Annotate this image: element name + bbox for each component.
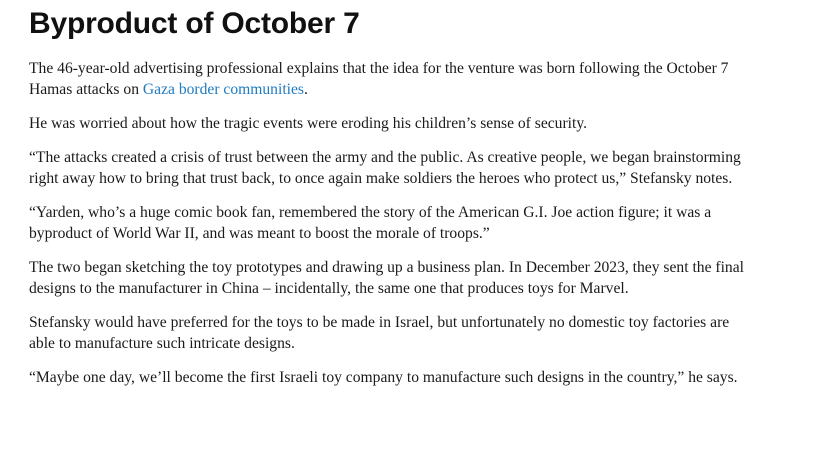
- paragraph-3: “The attacks created a crisis of trust between the army and the public. As creative people, we began brainstorming right away how to bring that trust back, to once again make soldiers the heroes who protect us,” Stefansky notes.: [29, 149, 741, 187]
- section-heading: Byproduct of October 7: [29, 7, 360, 40]
- paragraph-1-text-end: .: [303, 81, 308, 98]
- paragraph-6: Stefansky would have preferred for the toys to be made in Israel, but unfortunately no domestic toy factories are able to manufacture such intricate designs.: [29, 314, 730, 352]
- paragraph-4: “Yarden, who’s a huge comic book fan, remembered the story of the American G.I. Joe action figure; it was a byproduct of World War II, and was meant to boost the morale of troops.”: [29, 204, 712, 242]
- paragraph-2: He was worried about how the tragic events were eroding his children’s sense of security.: [29, 115, 588, 132]
- paragraph-7: “Maybe one day, we’ll become the first Israeli toy company to manufacture such designs in the country,” he says.: [29, 369, 738, 386]
- gaza-border-communities-link[interactable]: Gaza border communities: [142, 81, 304, 98]
- paragraph-1-text-start: The 46-year-old advertising professional explains that the idea for the venture was born following the October 7 Hamas attacks on: [29, 60, 729, 98]
- paragraph-5: The two began sketching the toy prototypes and drawing up a business plan. In December 2023, they sent the final designs to the manufacturer in China – incidentally, the same one that produces toys for Marvel.: [29, 259, 744, 297]
- paragraph-1: [29, 58, 759, 100]
- article-body: [29, 0, 759, 388]
